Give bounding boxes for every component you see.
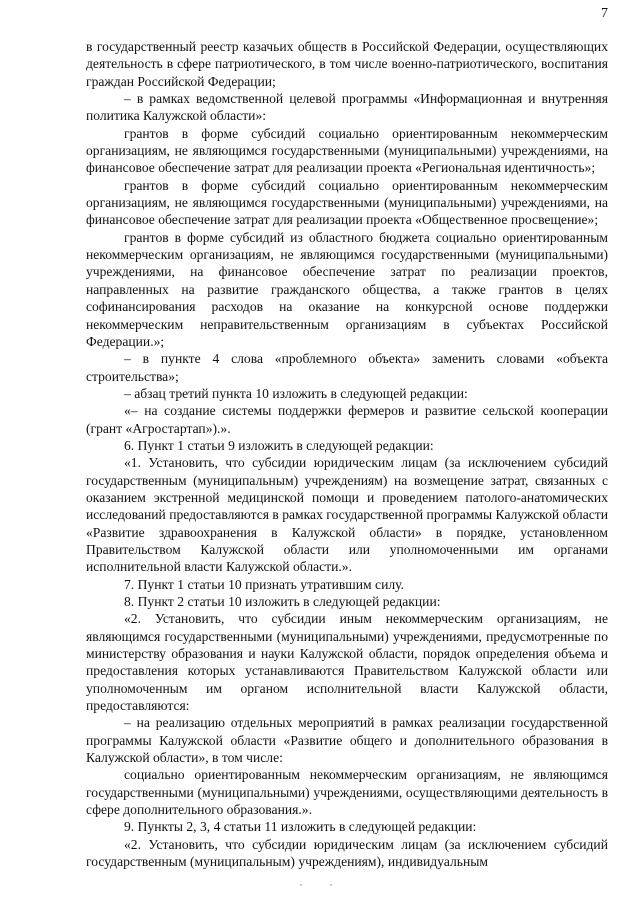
paragraph: 9. Пункты 2, 3, 4 статьи 11 изложить в следующей редакции:: [124, 819, 477, 835]
paragraph: грантов в форме субсидий из областного бюджета социально ориентированным некоммерческим организациям, не являющимся государственными (муниципальными) учреждениями, на финансовое обеспечение затрат по реализации проектов, направленных на развитие гражданского общества, а также грантов в целях софинансирования расходов на оказание на конкурсной основе поддержки некоммерческим неправительственным организациям в субъектах Российской Федерации.»;: [86, 229, 608, 349]
paragraph: грантов в форме субсидий социально ориентированным некоммерческим организациям, не являющимся государственными (муниципальными) учреждениями, на финансовое обеспечение затрат для реализации проекта «Региональная идентичность»;: [86, 125, 608, 176]
paragraph: – в пункте 4 слова «проблемного объекта» заменить словами «объекта строительства»;: [86, 351, 608, 384]
paragraph: 6. Пункт 1 статьи 9 изложить в следующей редакции:: [124, 437, 434, 453]
paragraph: 7. Пункт 1 статьи 10 признать утратившим силу.: [124, 576, 404, 592]
paragraph: «– на создание системы поддержки фермеров и развитие сельской кооперации (грант «Агростартап»).».: [86, 403, 608, 436]
paragraph: в государственный реестр казачьих обществ в Российской Федерации, осуществляющих деятельность в сфере патриотического, в том числе военно-патриотического, воспитания граждан Российской Федерации;: [86, 39, 608, 89]
paragraph: социально ориентированным некоммерческим организациям, не являющимся государственными (муниципальными) учреждениями, осуществляющими деятельность в сфере дополнительного образования.».: [86, 767, 608, 818]
paragraph: «1. Установить, что субсидии юридическим лицам (за исключением субсидий государственным (муниципальным) учреждениям) на возмещение затрат, связанных с оказанием экстренной медицинской помощи и проведением патолого-анатомических исследований предоставляются в рамках государственной программы Калужской области «Развитие здравоохранения в Калужской области» в порядке, установленном Правительством Калужской области или уполномоченными им органами исполнительной власти Калужской области.».: [86, 455, 608, 575]
page-number: 7: [601, 6, 608, 21]
document-body: [86, 38, 608, 871]
paragraph: 8. Пункт 2 статьи 10 изложить в следующей редакции:: [124, 594, 441, 609]
scan-speck: [300, 884, 302, 886]
paragraph: «2. Установить, что субсидии юридическим лицам (за исключением субсидий государственным (муниципальным) учреждениям), индивидуальным: [86, 836, 608, 870]
paragraph: «2. Установить, что субсидии иным некоммерческим организациям, не являющимся государственными (муниципальными) учреждениями, предусмотренные по министерству образования и науки Калужской области, порядок определения объема и предоставления которых устанавливаются Правительством Калужской области или уполномоченным им органом исполнительной власти Калужской области, предоставляются:: [86, 611, 608, 714]
paragraph: грантов в форме субсидий социально ориентированным некоммерческим организациям, не являющимся государственными (муниципальными) учреждениями, на финансовое обеспечение затрат для реализации проекта «Общественное просвещение»;: [86, 177, 608, 228]
paragraph: – абзац третий пункта 10 изложить в следующей редакции:: [124, 385, 468, 401]
scan-speck: [330, 884, 332, 886]
paragraph: – на реализацию отдельных мероприятий в рамках реализации государственной программы Калужской области «Развитие общего и дополнительного образования в Калужской области», в том числе:: [86, 715, 608, 766]
paragraph: – в рамках ведомственной целевой программы «Информационная и внутренняя политика Калужской области»:: [86, 91, 608, 124]
